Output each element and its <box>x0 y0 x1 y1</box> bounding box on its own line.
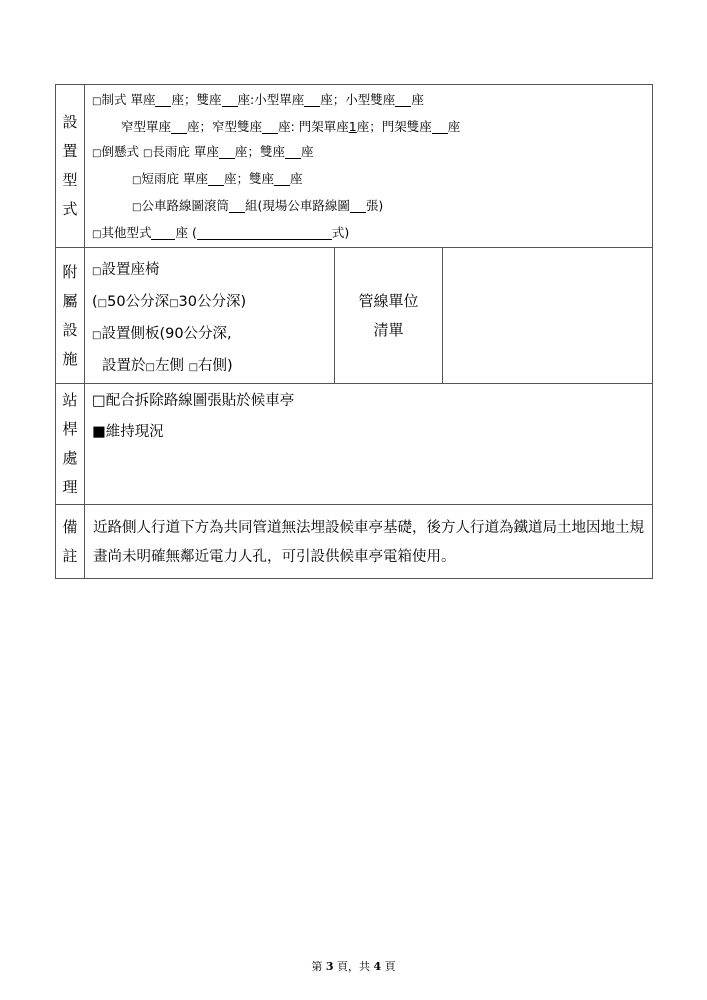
short-canopy-line: □短雨庇 單座 座；雙座 座 <box>132 171 303 186</box>
side-panel-position: 設置於□左側 □右側) <box>102 358 233 374</box>
facilities-options <box>85 248 335 384</box>
cantilever-checkbox[interactable]: □ <box>92 148 102 159</box>
seat-option: □設置座椅 <box>92 262 160 278</box>
install-type-options <box>85 85 653 248</box>
bus-map-sheet-count-blank[interactable] <box>350 198 366 213</box>
facilities-label: 附 屬 設 施 <box>56 248 85 384</box>
fixed-type-checkbox[interactable]: □ <box>92 96 102 107</box>
gantry-single-count[interactable]: 1 <box>348 119 357 134</box>
long-canopy-double-blank[interactable] <box>285 144 301 159</box>
bus-map-drum-checkbox[interactable]: □ <box>132 202 142 213</box>
small-single-count-blank[interactable] <box>304 92 320 107</box>
narrow-double-count-blank[interactable] <box>262 119 278 134</box>
other-type-style-blank[interactable] <box>197 225 332 240</box>
long-canopy-checkbox[interactable]: □ <box>142 148 153 159</box>
side-panel-option: □設置側板(90公分深, <box>92 326 232 342</box>
shelter-form-table <box>55 84 653 579</box>
page-number: 第 3 頁，共 4 頁 <box>311 960 396 973</box>
bus-map-drum-line: □公車路線圖滾筒 組(現場公車路線圖 張) <box>132 198 384 213</box>
pole-remove-option[interactable]: □配合拆除路線圖張貼於候車亭 <box>92 393 295 409</box>
left-side-checkbox[interactable]: □ <box>145 362 155 373</box>
short-canopy-checkbox[interactable]: □ <box>132 175 142 186</box>
side-panel-checkbox[interactable]: □ <box>92 330 102 341</box>
long-canopy-single-blank[interactable] <box>219 144 235 159</box>
pole-keep-option[interactable]: ■維持現況 <box>92 424 164 440</box>
pipeline-value[interactable] <box>443 248 653 384</box>
double-seat-count-blank[interactable] <box>222 92 238 107</box>
right-side-checkbox[interactable]: □ <box>188 362 199 373</box>
remarks-label: 備 註 <box>56 505 85 579</box>
short-canopy-single-blank[interactable] <box>208 171 224 186</box>
pipeline-label: 管線單位 清單 <box>335 248 443 384</box>
seat-checkbox[interactable]: □ <box>92 266 102 277</box>
facilities-row <box>56 248 653 384</box>
other-type-count-blank[interactable] <box>151 225 175 240</box>
pole-handling-row <box>56 384 653 505</box>
pole-handling-label: 站 桿 處 理 <box>56 384 85 505</box>
small-double-count-blank[interactable] <box>395 92 411 107</box>
depth-50-checkbox[interactable]: □ <box>97 298 108 309</box>
remarks-row <box>56 505 653 579</box>
other-type-line: □其他型式 座 ( 式) <box>92 225 350 240</box>
pole-handling-options <box>85 384 653 505</box>
short-canopy-double-blank[interactable] <box>274 171 290 186</box>
other-type-checkbox[interactable]: □ <box>92 229 102 240</box>
install-type-label: 設 置 型 式 <box>56 85 85 248</box>
seat-depth-option: (□50公分深□30公分深) <box>92 294 247 310</box>
narrow-single-count-blank[interactable] <box>171 119 187 134</box>
remarks-text: 近路側人行道下方為共同管道無法埋設候車亭基礎，後方人行道為鐵道局土地因地土規畫尚未明確無鄰近電力人孔，可引設供候車亭電箱使用。 <box>85 505 653 579</box>
drum-group-count-blank[interactable] <box>229 198 245 213</box>
gantry-double-count-blank[interactable] <box>432 119 448 134</box>
install-type-row <box>56 85 653 248</box>
depth-30-checkbox[interactable]: □ <box>169 298 179 309</box>
cantilever-line: □倒懸式 □長雨庇 單座 座；雙座 座 <box>92 144 314 159</box>
fixed-type-line: □制式 單座 座；雙座 座:小型單座 座；小型雙座 座 <box>92 92 424 107</box>
narrow-gantry-line: 窄型單座 座；窄型雙座 座: 門架單座1座；門架雙座 座 <box>121 119 461 134</box>
single-seat-count-blank[interactable] <box>155 92 171 107</box>
